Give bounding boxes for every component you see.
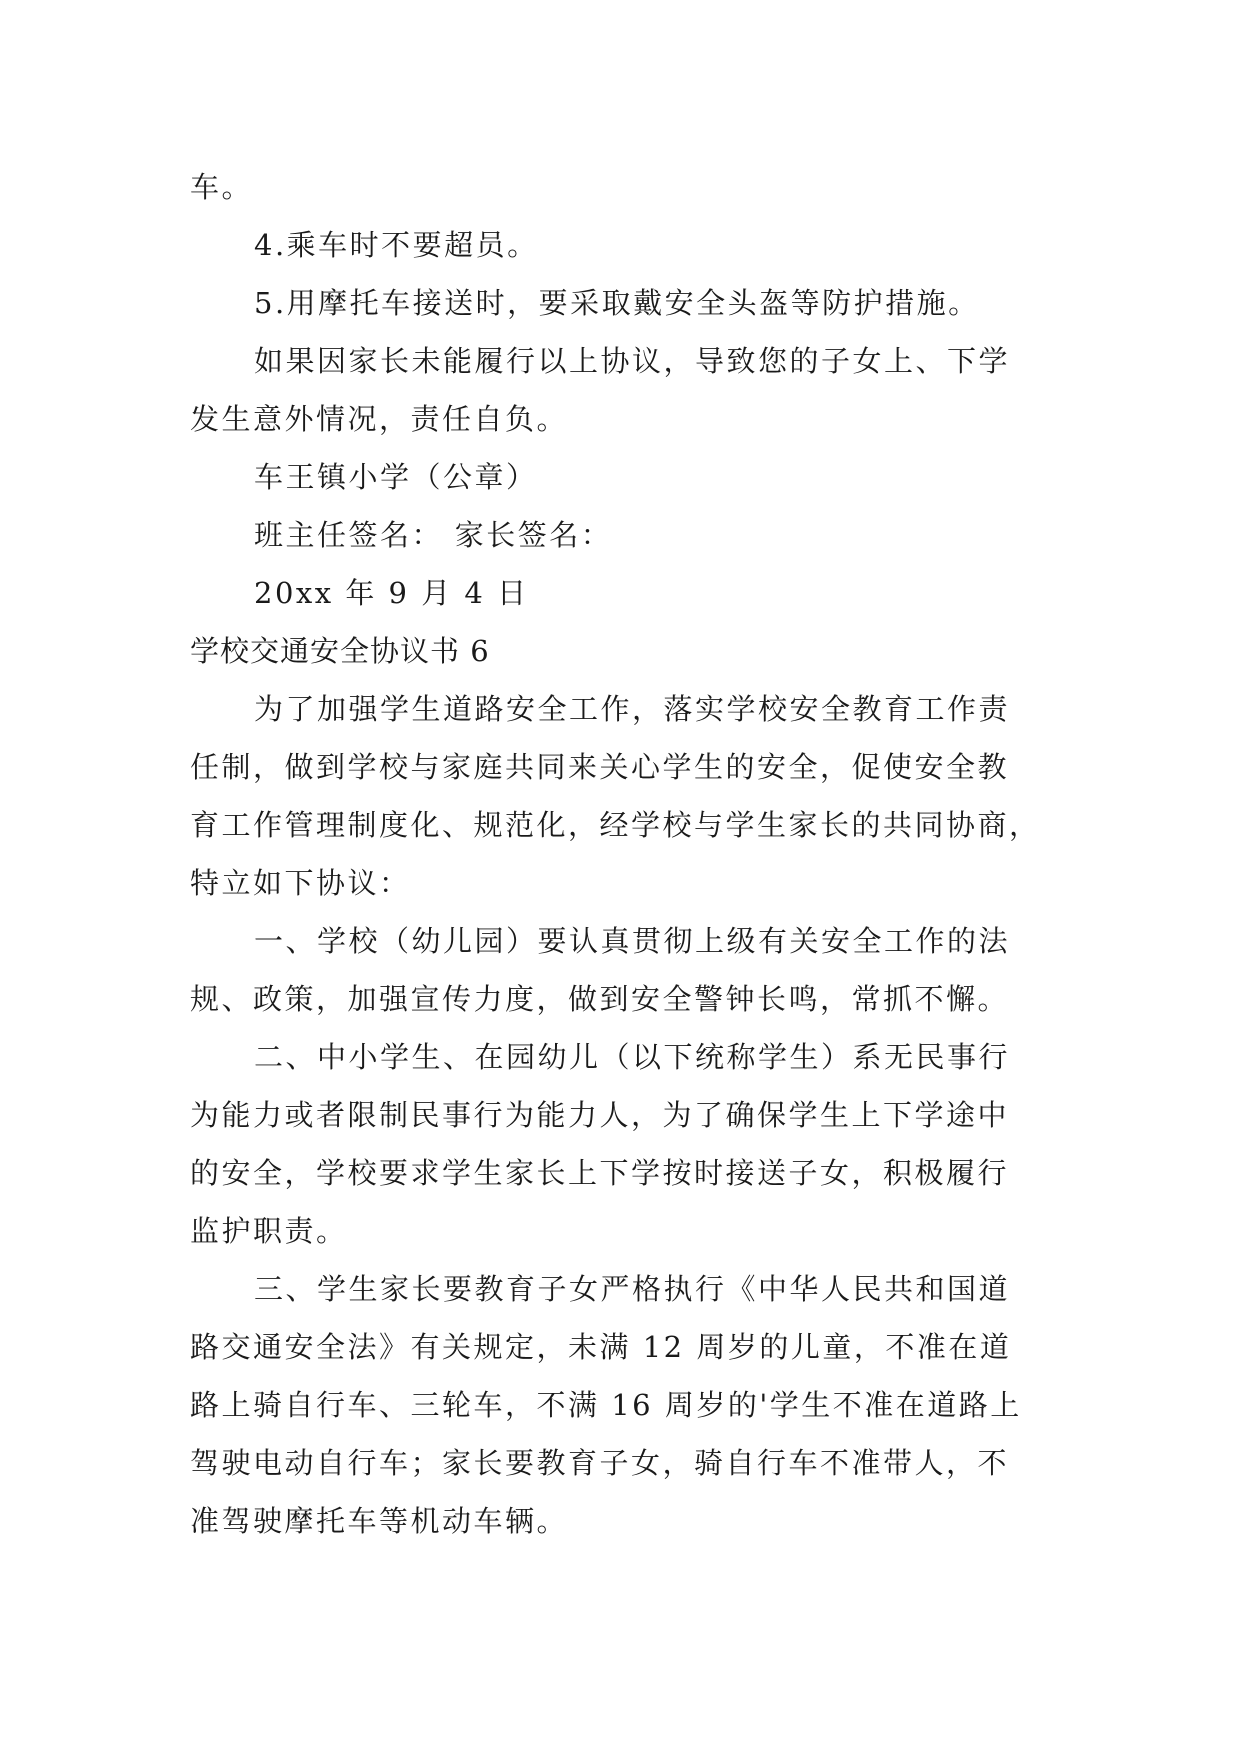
paragraph-line: 一、学校（幼儿园）要认真贯彻上级有关安全工作的法 <box>254 924 1011 958</box>
paragraph-line: 路交通安全法》有关规定，未满 12 周岁的儿童，不准在道 <box>190 1330 1012 1364</box>
paragraph-line: 如果因家长未能履行以上协议，导致您的子女上、下学 <box>254 344 1011 378</box>
paragraph-line: 二、中小学生、在园幼儿（以下统称学生）系无民事行 <box>254 1040 1011 1074</box>
text-line: 车。 <box>190 170 254 204</box>
paragraph-line: 驾驶电动自行车；家长要教育子女，骑自行车不准带人，不 <box>190 1446 1010 1480</box>
paragraph-line: 路上骑自行车、三轮车，不满 16 周岁的'学生不准在道路上 <box>190 1388 1022 1422</box>
paragraph-line: 三、学生家长要教育子女严格执行《中华人民共和国道 <box>254 1272 1011 1306</box>
paragraph-line: 监护职责。 <box>190 1214 348 1248</box>
signature-line: 班主任签名： 家长签名： <box>254 518 613 552</box>
paragraph-line: 育工作管理制度化、规范化，经学校与学生家长的共同协商， <box>190 808 1041 842</box>
school-seal-line: 车王镇小学（公章） <box>254 460 538 494</box>
paragraph-line: 规、政策，加强宣传力度，做到安全警钟长鸣，常抓不懈。 <box>190 982 1010 1016</box>
list-item: 4.乘车时不要超员。 <box>254 228 539 262</box>
paragraph-line: 为能力或者限制民事行为能力人，为了确保学生上下学途中 <box>190 1098 1010 1132</box>
paragraph-line: 特立如下协议： <box>190 866 411 900</box>
section-title: 学校交通安全协议书 6 <box>190 634 490 668</box>
date-line: 20xx 年 9 月 4 日 <box>254 576 529 610</box>
paragraph-line: 的安全，学校要求学生家长上下学按时接送子女，积极履行 <box>190 1156 1010 1190</box>
paragraph-line: 发生意外情况，责任自负。 <box>190 402 569 436</box>
paragraph-line: 为了加强学生道路安全工作，落实学校安全教育工作责 <box>254 692 1011 726</box>
paragraph-line: 任制，做到学校与家庭共同来关心学生的安全，促使安全教 <box>190 750 1010 784</box>
paragraph-line: 准驾驶摩托车等机动车辆。 <box>190 1504 569 1538</box>
list-item: 5.用摩托车接送时，要采取戴安全头盔等防护措施。 <box>254 286 980 320</box>
document-body <box>190 158 1070 1550</box>
